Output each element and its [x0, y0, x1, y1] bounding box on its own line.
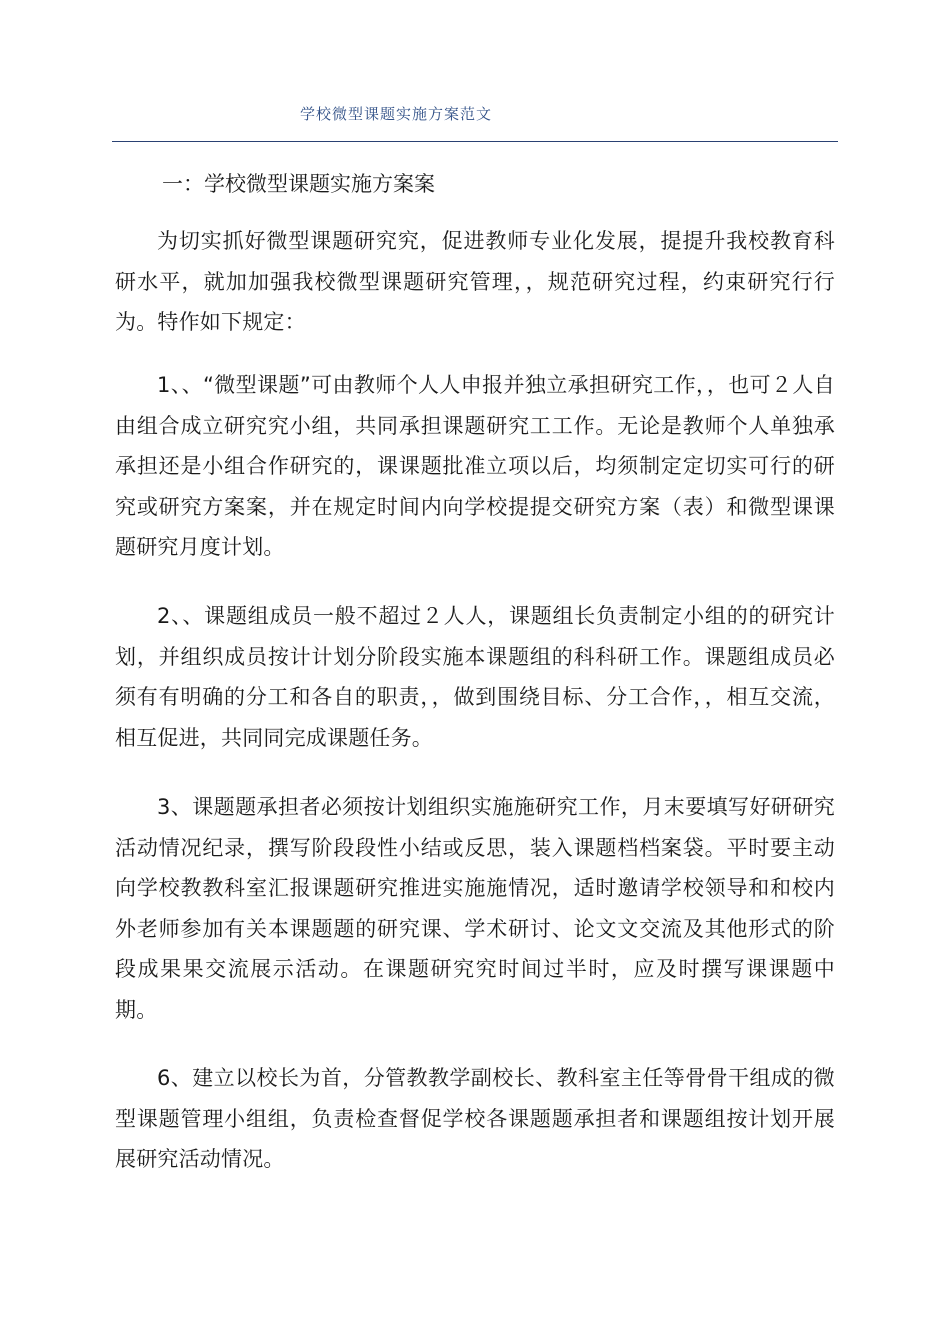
- paragraph-item-1: [115, 365, 835, 568]
- paragraph-text: 1、、“微型课题”可由教师个人人申报并独立承担研究工作，，也可２人自由组合成立研究究小组，共同承担课题研究工工作。无论是教师个人单独承承担还是小组合作研究的，课课题批准立项以后，均须制定定切实可行的研究或研究方案案，并在规定时间内向学校提提交研究方案（表）和微型课课题研究月度计划。: [115, 373, 835, 559]
- paragraph-item-6: [115, 1058, 835, 1180]
- paragraph-text: 3、课题题承担者必须按计划组织实施施研究工作，月末要填写好研研究活动情况纪录，撰写阶段段性小结或反思，装入课题档档案袋。平时要主动向学校教教科室汇报课题研究推进实施施情况，适时邀请学校领导和和校内外老师参加有关本课题题的研究课、学术研讨、论文文交流及其他形式的阶段成果果交流展示活动。在课题研究究时间过半时，应及时撰写课课题中期。: [115, 795, 835, 1022]
- section-heading: 一：学校微型课题实施方案案: [162, 172, 435, 196]
- header-divider: [112, 141, 838, 142]
- page-header-title: 学校微型课题实施方案范文: [300, 105, 493, 123]
- paragraph-intro: [115, 221, 835, 343]
- paragraph-text: 6、建立以校长为首，分管教教学副校长、教科室主任等骨骨干组成的微型课题管理小组组，负责检查督促学校各课题题承担者和课题组按计划开展展研究活动情况。: [115, 1066, 835, 1171]
- paragraph-text: 2、、课题组成员一般不超过２人人，课题组长负责制定小组的的研究计划，并组织成员按计计划分阶段实施本课题组的科科研工作。课题组成员必须有有明确的分工和各自的职责，，做到围绕目标、分工合作，，相互交流，相互促进，共同同完成课题任务。: [115, 604, 835, 750]
- paragraph-item-2: [115, 596, 835, 758]
- paragraph-text: 为切实抓好微型课题研究究，促进教师专业化发展，提提升我校教育科研水平，就加加强我校微型课题研究管理，，规范研究过程，约束研究行行为。特作如下规定：: [115, 229, 835, 334]
- paragraph-item-3: [115, 787, 835, 1030]
